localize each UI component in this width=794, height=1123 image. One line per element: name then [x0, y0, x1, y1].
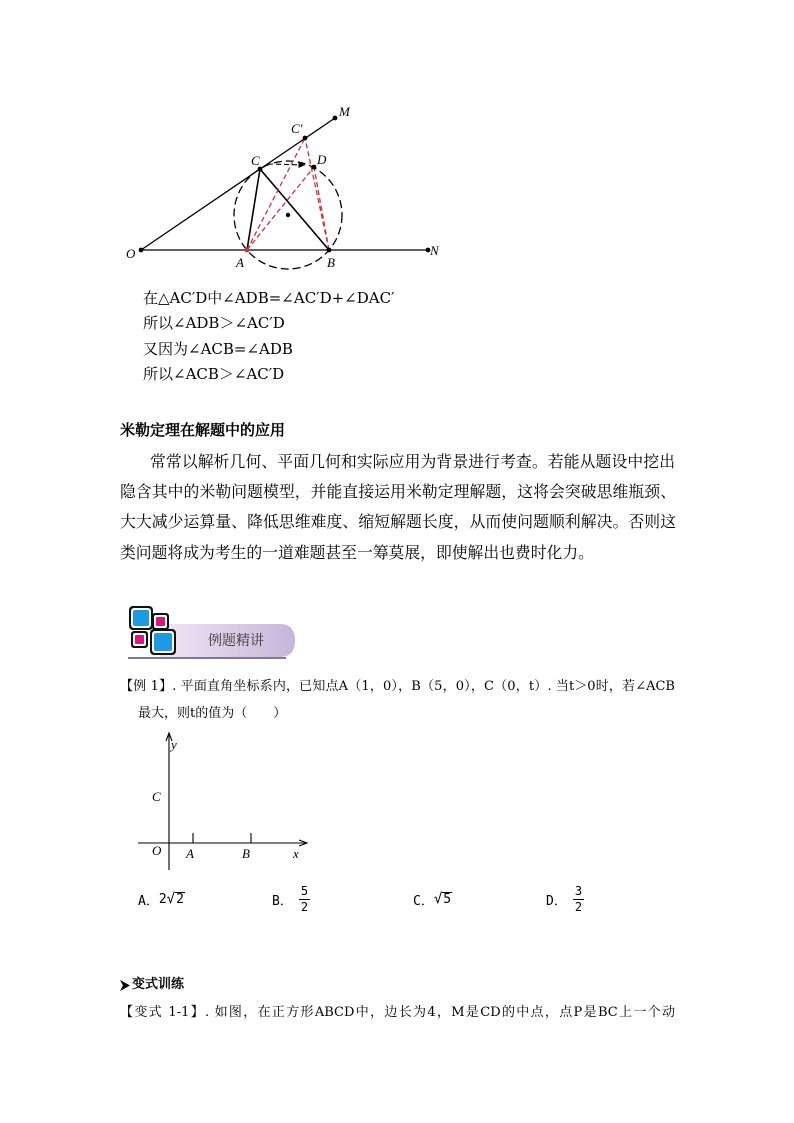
- label-b: B: [327, 255, 335, 270]
- proof-block: [143, 286, 395, 388]
- radicand: 5: [443, 891, 452, 907]
- dashed-arrow-c-to-d: [268, 164, 305, 165]
- point-d-dot: [312, 165, 317, 170]
- paragraph-line: 大大减少运算量、降低思维难度、缩短解题长度，从而使问题顺利解决。否则这: [120, 512, 676, 531]
- label-x: x: [293, 846, 299, 861]
- proof-line: 所以∠ACB＞∠AC′D: [143, 365, 285, 384]
- miller-geometry-figure: [0, 0, 794, 280]
- example-question-line: 【例 1】. 平面直角坐标系内，已知点A（1，0），B（5，0），C（0，t）. 当t＞0时，若∠ACB: [120, 679, 675, 694]
- fraction-numerator: 5: [300, 883, 309, 898]
- label-a: A: [186, 846, 194, 861]
- proof-line: 在△AC′D中∠ADB=∠AC′D+∠DAC′: [143, 289, 395, 307]
- option-coefficient: 2: [158, 891, 167, 907]
- point-o-dot: [139, 248, 144, 253]
- variant-heading: [120, 977, 184, 993]
- option-a: [138, 884, 185, 914]
- label-d: D: [317, 152, 327, 167]
- paragraph-line: 常常以解析几何、平面几何和实际应用为背景进行考查。若能从题设中挖出: [150, 452, 675, 471]
- point-a-dot: [245, 248, 250, 253]
- fraction-denominator: 2: [300, 899, 309, 914]
- dashed-segment-a-d: [247, 167, 314, 250]
- paragraph-line: 隐含其中的米勒问题模型，并能直接运用米勒定理解题，这将会突破思维瓶颈、: [120, 482, 676, 501]
- option-label: B．: [272, 893, 293, 909]
- label-o: O: [126, 246, 136, 261]
- arrow-bullet-icon: [120, 980, 130, 991]
- variant-question-line: 【变式 1-1】. 如图，在正方形ABCD中，边长为4，M是CD的中点，点P是BC上一个动: [120, 1005, 675, 1020]
- radical-sign: √: [166, 891, 176, 907]
- label-m: M: [339, 104, 350, 119]
- dashed-segment-b-d: [314, 167, 329, 250]
- option-label: C．: [413, 893, 434, 909]
- label-c: C: [251, 153, 260, 168]
- option-label: D．: [546, 893, 567, 909]
- option-d: [546, 884, 584, 914]
- example-banner: [120, 600, 300, 662]
- label-c: C: [152, 789, 161, 804]
- radicand: 2: [176, 891, 184, 907]
- label-n: N: [430, 243, 439, 258]
- label-a: A: [236, 255, 244, 270]
- banner-title: 例题精讲: [208, 633, 264, 649]
- segment-cb: [260, 169, 329, 250]
- option-b: [272, 884, 310, 914]
- circle-center-dot: [286, 213, 290, 217]
- label-y: y: [171, 737, 177, 752]
- fraction: [573, 885, 584, 914]
- option-c: [413, 884, 452, 914]
- coordinate-figure: [0, 720, 340, 885]
- label-cprime: C′: [291, 121, 303, 136]
- label-o: O: [152, 843, 162, 858]
- proof-line: 又因为∠ACB=∠ADB: [143, 339, 293, 358]
- example-question-line: 最大，则t的值为（ ）: [138, 706, 287, 721]
- fraction-denominator: 2: [574, 899, 583, 914]
- radical-sign: √: [433, 891, 443, 907]
- segment-ca: [247, 169, 260, 250]
- label-b: B: [242, 846, 250, 861]
- fraction-numerator: 3: [574, 883, 583, 898]
- fraction: [299, 885, 310, 914]
- variant-heading-text: 变式训练: [132, 977, 185, 992]
- proof-line: 所以∠ADB＞∠AC′D: [143, 314, 285, 333]
- point-cprime-dot: [303, 136, 308, 141]
- blocks-icon: [129, 606, 176, 655]
- point-m-dot: [333, 116, 338, 121]
- paragraph-line: 类问题将成为考生的一道难题甚至一筹莫展，即使解出也费时化力。: [120, 543, 594, 562]
- section-heading: 米勒定理在解题中的应用: [120, 421, 286, 439]
- point-b-dot: [327, 248, 332, 253]
- option-label: A．: [138, 893, 159, 909]
